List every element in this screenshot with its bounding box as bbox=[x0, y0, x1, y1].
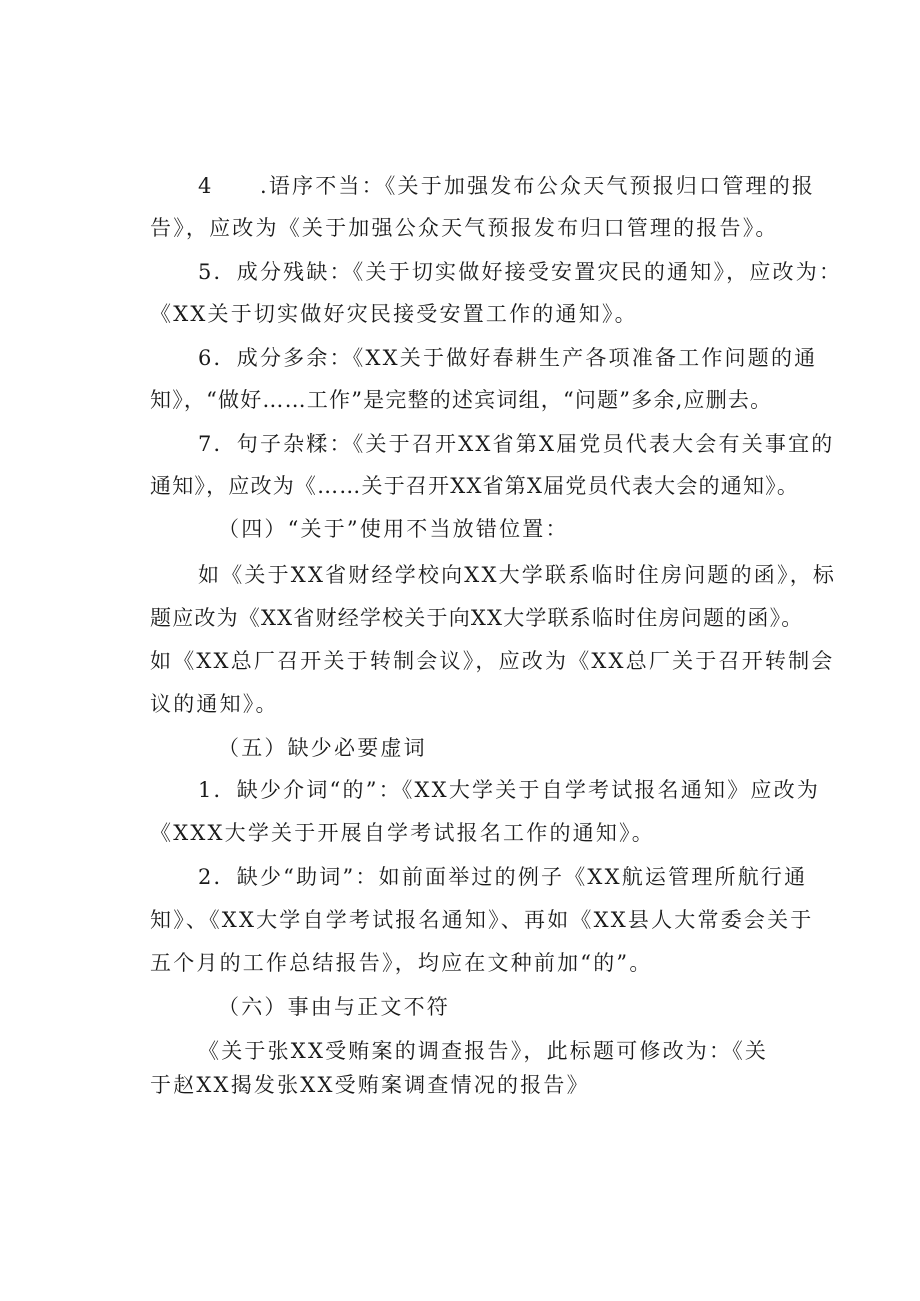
section-heading-5: （五）缺少必要虚词 bbox=[218, 736, 427, 760]
example-paragraph-line-4: 议的通知》。 bbox=[150, 692, 279, 716]
paragraph-4-line-1: 4 .语序不当：《关于加强发布公众天气预报归口管理的报 bbox=[198, 174, 816, 198]
paragraph-7-line-1: 7．句子杂糅：《关于召开XX省第X届党员代表大会有关事宜的 bbox=[198, 432, 835, 456]
item-2-line-2: 知》、《XX大学自学考试报名通知》、再如《XX县人大常委会关于 bbox=[150, 908, 814, 932]
paragraph-7-line-2: 通知》，应改为《……关于召开XX省第X届党员代表大会的通知》。 bbox=[150, 474, 800, 498]
paragraph-6-line-1: 6．成分多余：《XX关于做好春耕生产各项准备工作问题的通 bbox=[198, 346, 818, 370]
item-1-line-1: 1．缺少介词“的”：《XX大学关于自学考试报名通知》应改为 bbox=[198, 778, 821, 802]
section-heading-4: （四）“关于”使用不当放错位置： bbox=[218, 517, 569, 541]
item-2-line-1: 2．缺少“助词”：如前面举过的例子《XX航运管理所航行通 bbox=[198, 865, 808, 889]
paragraph-5-line-2: 《XX关于切实做好灾民接受安置工作的通知》。 bbox=[150, 302, 638, 326]
final-paragraph-line-2: 于赵XX揭发张XX受贿案调查情况的报告》 bbox=[150, 1073, 590, 1097]
example-paragraph-line-3: 如《XX总厂召开关于转制会议》，应改为《XX总厂关于召开转制会 bbox=[150, 649, 835, 673]
final-paragraph-line-1: 《关于张XX受贿案的调查报告》，此标题可修改为：《关 bbox=[198, 1039, 769, 1063]
section-heading-6: （六）事由与正文不符 bbox=[218, 995, 450, 1019]
paragraph-4-line-2: 告》，应改为《关于加强公众天气预报发布归口管理的报告》。 bbox=[150, 216, 779, 240]
example-paragraph-line-2: 题应改为《XX省财经学校关于向XX大学联系临时住房问题的函》。 bbox=[150, 606, 804, 630]
item-2-line-3: 五个月的工作总结报告》，均应在文种前加“的”。 bbox=[150, 951, 653, 975]
paragraph-6-line-2: 知》，“做好……工作”是完整的述宾词组，“问题”多余,应删去。 bbox=[150, 388, 773, 412]
item-1-line-2: 《XXX大学关于开展自学考试报名工作的通知》。 bbox=[150, 821, 655, 845]
example-paragraph-line-1: 如《关于XX省财经学校向XX大学联系临时住房问题的函》，标 bbox=[198, 563, 837, 587]
paragraph-5-line-1: 5．成分残缺：《关于切实做好接受安置灾民的通知》，应改为： bbox=[198, 260, 843, 284]
